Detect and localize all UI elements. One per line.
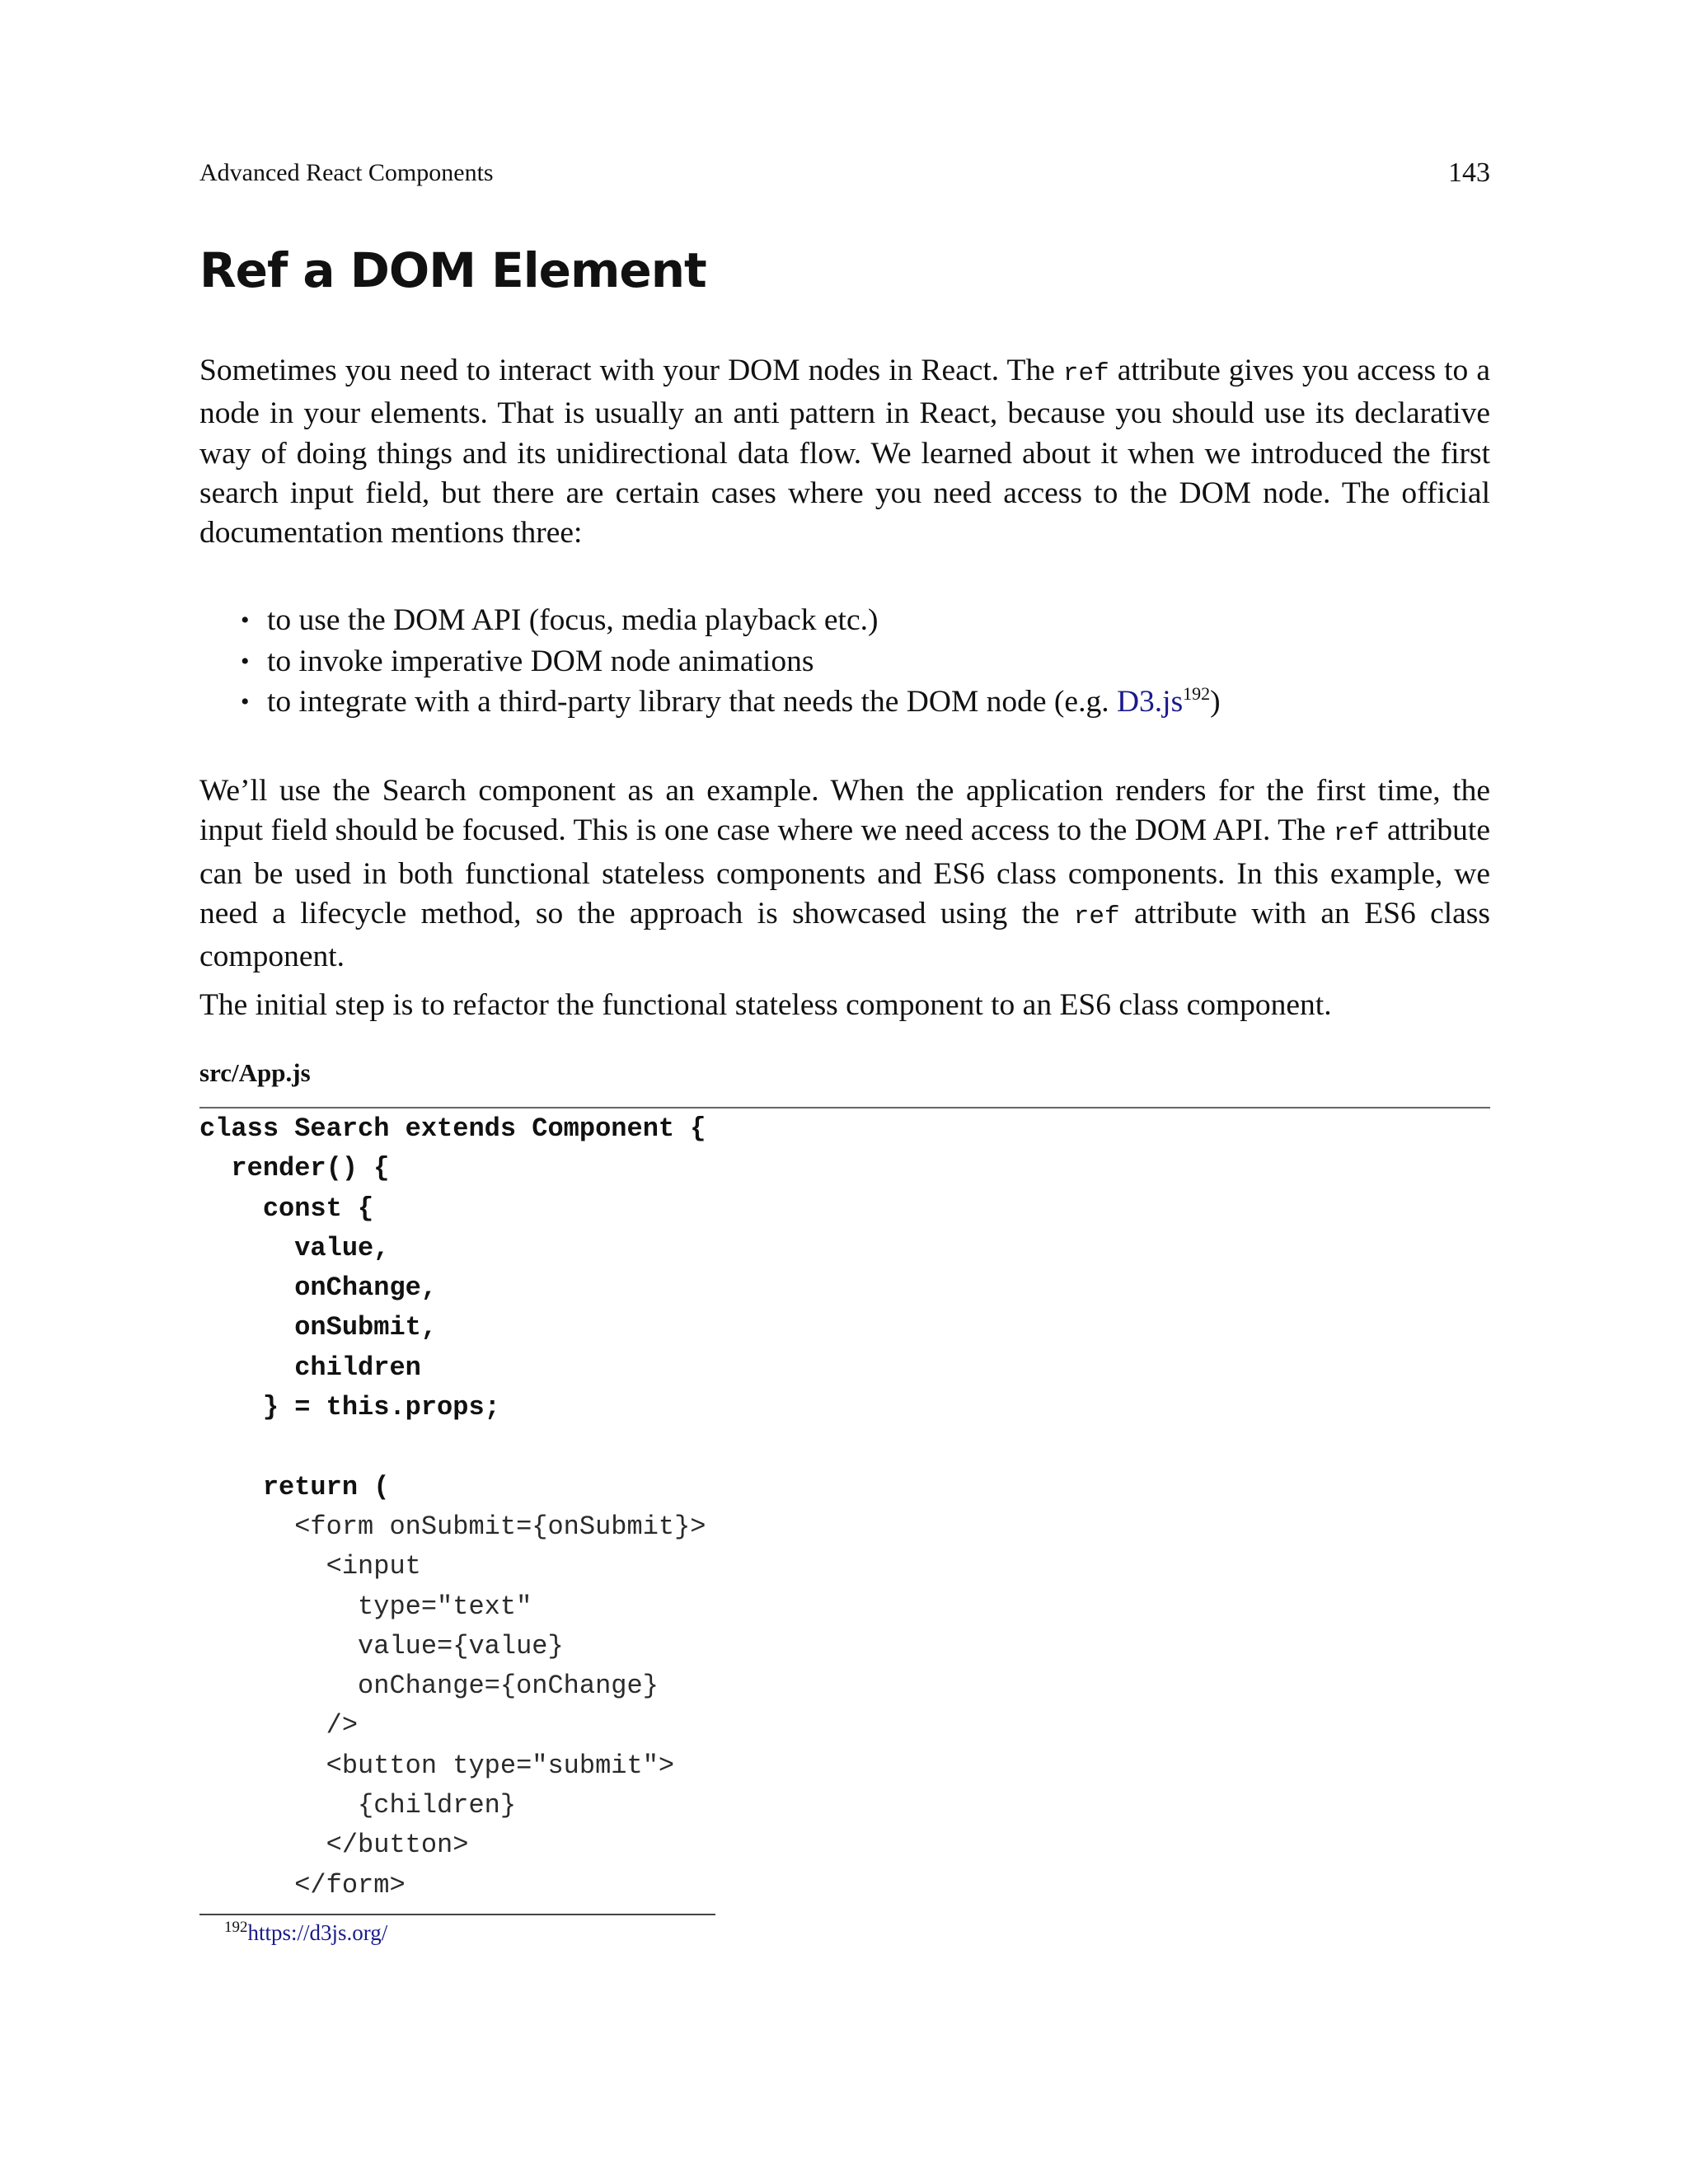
code-line: } = this.props; — [199, 1392, 500, 1423]
running-header — [199, 155, 1490, 191]
bullet-marker: • — [241, 607, 250, 634]
code-line: type="text" — [199, 1591, 532, 1622]
inline-code-ref: ref — [1062, 359, 1109, 388]
list-item — [199, 641, 1490, 682]
code-line: onChange, — [199, 1272, 438, 1304]
page-number: 143 — [1448, 157, 1490, 188]
code-listing — [199, 1109, 706, 1905]
code-line: const { — [199, 1193, 374, 1224]
code-line: onSubmit, — [199, 1312, 438, 1343]
list-item — [199, 682, 1490, 723]
running-title: Advanced React Components — [199, 159, 494, 186]
paragraph-text-1: We’ll use the Search component as an example. When the application renders for the first time, the input field should be focused. This is one case where we need access to the DOM API. The — [199, 774, 1490, 848]
bullet-marker: • — [241, 647, 250, 675]
code-line: class Search extends Component { — [199, 1113, 706, 1144]
code-line: {children} — [199, 1790, 517, 1821]
footnote — [224, 1915, 387, 1950]
code-line: /> — [199, 1710, 359, 1741]
code-file-caption: src/App.js — [199, 1058, 311, 1087]
list-item-text: to integrate with a third-party library that needs the DOM node (e.g. — [267, 685, 1117, 719]
refactor-paragraph: The initial step is to refactor the functional stateless component to an ES6 class component. — [199, 988, 1332, 1022]
inline-code-ref: ref — [1333, 819, 1380, 849]
list-item — [199, 600, 1490, 641]
code-line: value={value} — [199, 1630, 564, 1661]
list-item-text: to invoke imperative DOM node animations — [267, 644, 814, 678]
paragraph-text-3: attribute with an ES6 class component. — [199, 896, 1490, 974]
search-example-paragraph — [199, 771, 1490, 977]
d3js-link[interactable]: D3.js — [1116, 685, 1184, 719]
paragraph-text-2: attribute can be used in both functional stateless components and ES6 class components. In this example, we need a lifecycle method, so the approach is showcased using the — [199, 813, 1490, 930]
list-item-text: to use the DOM API (focus, media playback etc.) — [267, 603, 879, 637]
section-title: Ref a DOM Element — [199, 242, 706, 298]
code-line: </form> — [199, 1869, 406, 1900]
intro-paragraph — [199, 351, 1490, 553]
footnote-url-link[interactable]: https://d3js.org/ — [247, 1920, 388, 1945]
code-line: children — [199, 1352, 421, 1383]
use-case-list — [199, 600, 1490, 723]
code-line: return ( — [199, 1471, 390, 1502]
code-line: <button type="submit"> — [199, 1750, 675, 1781]
code-line: <input — [199, 1551, 421, 1582]
bullet-marker: • — [241, 688, 250, 715]
code-line: value, — [199, 1232, 390, 1263]
list-item-text-end: ) — [1210, 685, 1221, 719]
intro-text-2: attribute gives you access to a node in your elements. That is usually an anti pattern in React, because you should use its declarative way of doing things and its unidirectional data flow. We learned about it when we introduced the first search input field, but there are certain cases where you need access to the DOM node. The official documentation mentions three: — [199, 354, 1490, 551]
code-line: onChange={onChange} — [199, 1671, 659, 1702]
code-top-rule — [199, 1107, 1490, 1108]
footnote-number: 192 — [224, 1919, 248, 1936]
code-line: render() { — [199, 1153, 390, 1184]
code-line — [199, 1427, 706, 1467]
code-line: </button> — [199, 1830, 469, 1861]
intro-text-1: Sometimes you need to interact with your DOM nodes in React. The — [199, 354, 1063, 387]
footnote-reference[interactable]: 192 — [1183, 683, 1211, 704]
code-line: <form onSubmit={onSubmit}> — [199, 1511, 706, 1542]
inline-code-ref: ref — [1073, 902, 1120, 931]
